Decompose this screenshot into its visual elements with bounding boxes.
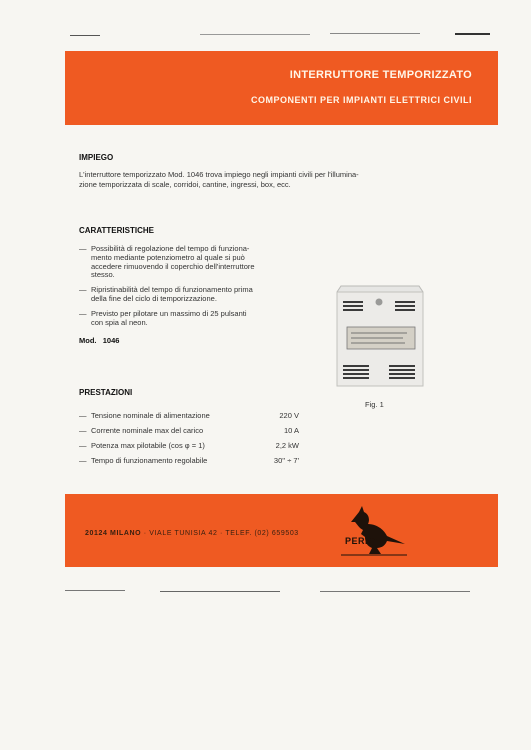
- caratteristiche-list: [79, 245, 309, 333]
- scan-mark: [200, 34, 310, 35]
- spec-label: Corrente nominale max del carico: [91, 426, 204, 435]
- spec-row: — Tensione nominale di alimentazione 220 V: [79, 411, 299, 420]
- device-figure: [333, 282, 428, 392]
- model-label: Mod. 1046: [79, 336, 120, 345]
- spec-row: — Corrente nominale max del carico 10 A: [79, 426, 299, 435]
- brand-name: PERRY: [345, 536, 379, 546]
- scan-mark: [70, 35, 100, 36]
- list-item-text: Possibilità di regolazione del tempo di funziona- mento mediante potenziometro al quale si può accedere rimuovendo il coperchio dell'interruttore stesso.: [91, 244, 255, 280]
- spec-value: 10 A: [283, 426, 299, 435]
- footer-banner: [65, 494, 498, 567]
- spec-label: Potenza max pilotabile (cos φ = 1): [91, 441, 205, 450]
- document-title: INTERRUTTORE TEMPORIZZATO: [289, 69, 472, 81]
- impiego-line: zione temporizzata di scale, corridoi, cantine, ingressi, box, ecc.: [79, 180, 291, 189]
- scan-mark: [330, 33, 420, 34]
- scan-mark: [65, 590, 125, 591]
- spec-value: 220 V: [279, 411, 299, 420]
- prestazioni-table: [79, 408, 299, 468]
- spec-value: 2,2 kW: [275, 441, 299, 450]
- header-banner: [65, 51, 498, 125]
- footer-address: [85, 530, 299, 537]
- spec-row: — Tempo di funzionamento regolabile 30'' ÷ 7': [79, 456, 299, 465]
- list-item-text: Ripristinabilità del tempo di funzionamento prima della fine del ciclo di temporizzazione.: [91, 285, 253, 303]
- prestazioni-heading: PRESTAZIONI: [79, 388, 133, 397]
- list-item: — Previsto per pilotare un massimo di 25 pulsanti con spia al neon.: [79, 308, 247, 327]
- spec-value: 30'' ÷ 7': [273, 456, 299, 465]
- list-item-text: Previsto per pilotare un massimo di 25 pulsanti con spia al neon.: [91, 308, 247, 327]
- impiego-heading: IMPIEGO: [79, 153, 114, 162]
- scan-mark: [160, 591, 280, 592]
- caratteristiche-heading: CARATTERISTICHE: [79, 226, 154, 235]
- scan-mark: [455, 33, 490, 35]
- spec-label: Tensione nominale di alimentazione: [91, 411, 210, 420]
- footer-city: 20124 MILANO: [85, 530, 142, 537]
- spec-row: — Potenza max pilotabile (cos φ = 1) 2,2 kW: [79, 441, 299, 450]
- impiego-line: L'interruttore temporizzato Mod. 1046 trova impiego negli impianti civili per l'illumina-: [79, 170, 359, 179]
- kangaroo-logo-icon: [339, 504, 409, 560]
- document-subtitle: COMPONENTI PER IMPIANTI ELETTRICI CIVILI: [250, 95, 472, 105]
- list-item: — Possibilità di regolazione del tempo di funziona- mento mediante potenziometro al quale si può accedere rimuovendo il coperchio dell'interruttore stesso.: [79, 244, 255, 280]
- spec-label: Tempo di funzionamento regolabile: [91, 456, 208, 465]
- footer-street: · VIALE TUNISIA 42 · TELEF. (02) 659503: [141, 530, 299, 537]
- figure-caption: Fig. 1: [365, 400, 384, 409]
- list-item: — Ripristinabilità del tempo di funzionamento prima della fine del ciclo di temporizzazione.: [79, 285, 253, 303]
- scan-mark: [320, 591, 470, 592]
